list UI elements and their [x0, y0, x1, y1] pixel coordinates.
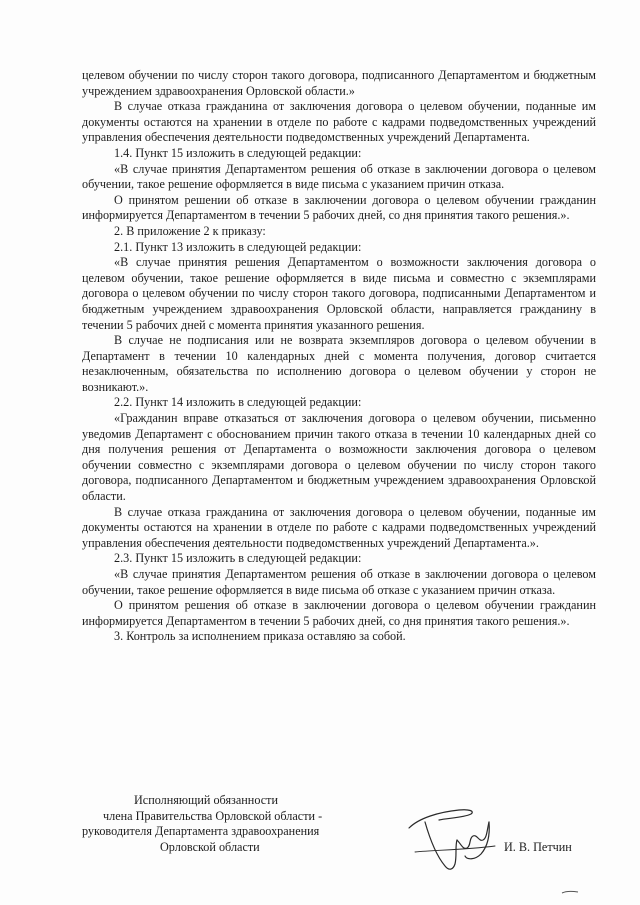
paragraph-refusal-decision-2: «В случае принятия Департаментом решения об отказе в заключении договора о целевом обучении, такое решение оформляется в виде письма об отказе с указанием причин отказа.: [82, 567, 596, 597]
paragraph-citizen-refusal: «Гражданин вправе отказаться от заключения договора о целевом обучении, письменно уведомив Департамент с обоснованием причин такого отказа в течении 10 календарных дней со дня получения решения от Департамента о возможности заключения договора о целевом обучении совместно с экземплярами договора о целевом обучении по числу сторон такого договора, подписанного Департаментом и бюджетным учреждением здравоохранения Орловской области.: [82, 411, 596, 504]
document-body: [82, 68, 596, 645]
signature-block: [82, 793, 596, 863]
paragraph-unsigned-contract: В случае не подписания или не возврата экземпляров договора о целевом обучении в Департамент в течении 10 календарных дней с момента получения, договор считается незаключенным, обязательства по исполнению договора о целевом обучении у сторон не возникают.».: [82, 333, 596, 394]
signatory-position-line-1: Исполняющий обязанности: [134, 793, 278, 807]
paragraph-refusal-documents: В случае отказа гражданина от заключения договора о целевом обучении, поданные им документы остаются на хранении в отделе по работе с кадрами подведомственных учреждений управления обеспечения деятельности подведомственных учреждений Департамента.: [82, 99, 596, 145]
paragraph-appendix-2: 2. В приложение 2 к приказу:: [114, 223, 266, 238]
paragraph-refusal-notification-2: О принятом решения об отказе в заключении договора о целевом обучении гражданин информируется Департаментом в течении 5 рабочих дней, со дня принятия такого решения.».: [82, 598, 596, 628]
scan-artifact-mark: [560, 888, 580, 896]
signatory-position-line-4: Орловской области: [160, 839, 260, 854]
paragraph-continuation: целевом обучении по числу сторон такого договора, подписанного Департаментом и бюджетным учреждением здравоохранения Орловской области.»: [82, 68, 596, 98]
paragraph-item-2-3: 2.3. Пункт 15 изложить в следующей редакции:: [114, 551, 362, 566]
paragraph-item-2-1: 2.1. Пункт 13 изложить в следующей редакции:: [114, 239, 362, 254]
paragraph-control-clause: 3. Контроль за исполнением приказа оставляю за собой.: [114, 629, 406, 644]
handwritten-signature: [395, 800, 515, 880]
signatory-position-line-2: члена Правительства Орловской области -: [103, 808, 323, 823]
paragraph-item-2-2: 2.2. Пункт 14 изложить в следующей редакции:: [114, 395, 362, 410]
paragraph-item-1-4: 1.4. Пункт 15 изложить в следующей редакции:: [114, 145, 362, 160]
paragraph-refusal-decision: «В случае принятия Департаментом решения об отказе в заключении договора о целевом обучении, такое решение оформляется в виде письма с указанием причин отказа.: [82, 161, 596, 192]
paragraph-refusal-documents-2: В случае отказа гражданина от заключения договора о целевом обучении, поданные им документы остаются на хранении в отделе по работе с кадрами подведомственных учреждений управления обеспечения деятельности подведомственных учреждений Департамента.».: [82, 504, 596, 550]
paragraph-refusal-notification: О принятом решении об отказе в заключении договора о целевом обучении гражданин информируется Департаментом в течении 5 рабочих дней, со дня принятия такого решения.».: [82, 192, 596, 223]
paragraph-possibility-decision: «В случае принятия решения Департаментом о возможности заключения договора о целевом обучении, такое решение оформляется в виде письма и совместно с экземплярами договора о целевом обучении по числу сторон такого договора, подписанными Департаментом и бюджетным учреждением здравоохранения Орловской области, направляется гражданину в течении 5 рабочих дней с момента принятия указанного решения.: [82, 255, 596, 332]
signatory-name: И. В. Петчин: [504, 839, 572, 854]
signatory-position-line-3: руководителя Департамента здравоохранения: [82, 824, 320, 839]
